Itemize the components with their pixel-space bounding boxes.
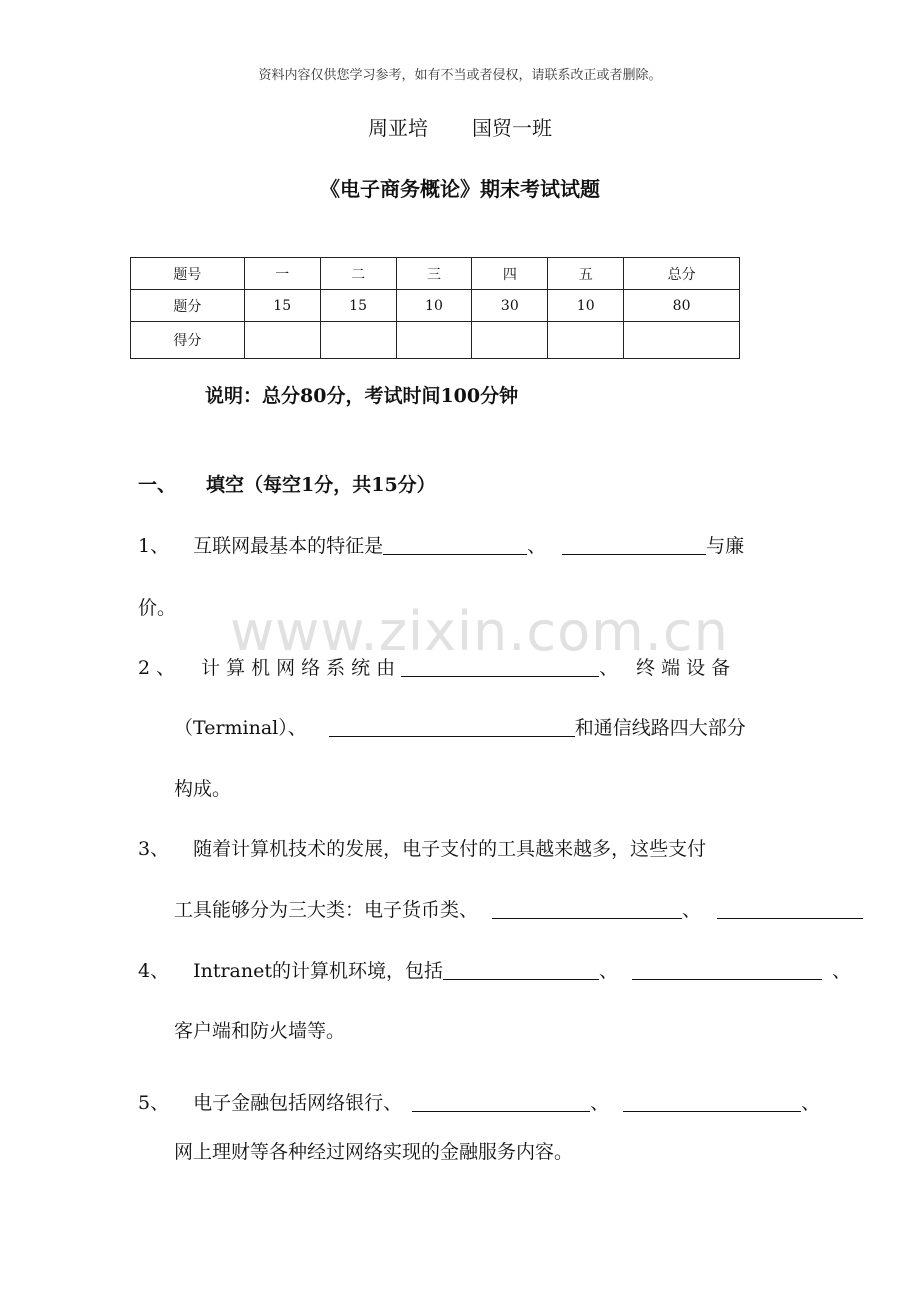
question-text: 、 终端设备 [599, 657, 737, 679]
answer-blank[interactable] [383, 534, 527, 555]
question-number: 2、 [138, 657, 182, 679]
question-2-line2 [174, 713, 746, 740]
score-header-row [131, 258, 740, 290]
question-1 [138, 531, 744, 558]
separator: 、 [527, 535, 547, 557]
table-cell: 一 [244, 258, 320, 290]
question-2 [138, 653, 736, 680]
watermark: www.zixin.com.cn [230, 600, 729, 663]
author-name: 周亚培 [368, 116, 428, 140]
answer-blank[interactable] [632, 959, 822, 980]
question-text: 工具能够分为三大类：电子货币类、 [174, 899, 479, 921]
score-input-cell[interactable] [320, 322, 396, 359]
question-text: （Terminal）、 [174, 717, 307, 739]
section-heading [138, 470, 436, 497]
section-title: 填空（每空1分，共15分） [206, 474, 436, 496]
question-5-cont: 网上理财等各种经过网络实现的金融服务内容。 [174, 1141, 574, 1163]
table-cell: 15 [244, 290, 320, 322]
question-4 [138, 956, 851, 983]
question-number: 5、 [138, 1092, 170, 1114]
question-text: Intranet的计算机环境，包括 [193, 960, 443, 982]
exam-instructions: 说明：总分80分，考试时间100分钟 [205, 385, 519, 407]
author-line [0, 112, 920, 141]
separator: 、 [599, 960, 619, 982]
score-input-cell[interactable] [548, 322, 624, 359]
separator: 、 [590, 1092, 610, 1114]
answer-blank[interactable] [443, 959, 599, 980]
answer-blank[interactable] [412, 1091, 590, 1112]
answer-blank[interactable] [623, 1091, 801, 1112]
table-cell: 总分 [624, 258, 740, 290]
score-input-cell[interactable] [244, 322, 320, 359]
table-cell: 五 [548, 258, 624, 290]
table-cell: 得分 [131, 322, 245, 359]
question-5 [138, 1088, 820, 1115]
question-number: 1、 [138, 535, 170, 557]
separator: 、 [801, 1092, 821, 1114]
question-1-cont: 价。 [138, 597, 177, 619]
table-cell: 80 [624, 290, 740, 322]
question-3 [138, 834, 706, 861]
question-text: 互联网最基本的特征是 [193, 535, 384, 557]
section-number: 一、 [138, 474, 177, 496]
copyright-notice: 资料内容仅供您学习参考，如有不当或者侵权，请联系改正或者删除。 [258, 68, 662, 83]
question-3-line2 [174, 895, 863, 922]
answer-blank[interactable] [717, 898, 863, 919]
score-earned-row [131, 322, 740, 359]
score-input-cell[interactable] [472, 322, 548, 359]
score-input-cell[interactable] [624, 322, 740, 359]
table-cell: 30 [472, 290, 548, 322]
question-number: 3、 [138, 838, 170, 860]
table-cell: 三 [396, 258, 472, 290]
score-table [130, 257, 740, 359]
question-2-cont: 构成。 [174, 778, 232, 800]
question-text: 和通信线路四大部分 [574, 717, 746, 739]
answer-blank[interactable] [401, 656, 599, 677]
question-text: 电子金融包括网络银行、 [193, 1092, 403, 1114]
table-cell: 题分 [131, 290, 245, 322]
question-number: 4、 [138, 960, 170, 982]
question-text: 计算机网络系统由 [201, 657, 402, 679]
table-cell: 10 [548, 290, 624, 322]
author-class: 国贸一班 [472, 116, 552, 140]
question-text: 与廉 [706, 535, 745, 557]
question-4-cont: 客户端和防火墙等。 [174, 1020, 346, 1042]
answer-blank[interactable] [329, 716, 575, 737]
score-points-row [131, 290, 740, 322]
exam-title: 《电子商务概论》期末考试试题 [320, 177, 600, 201]
table-cell: 10 [396, 290, 472, 322]
answer-blank[interactable] [492, 898, 682, 919]
table-cell: 二 [320, 258, 396, 290]
separator: 、 [682, 899, 702, 921]
table-cell: 四 [472, 258, 548, 290]
table-cell: 15 [320, 290, 396, 322]
table-cell: 题号 [131, 258, 245, 290]
separator: 、 [832, 960, 852, 982]
score-input-cell[interactable] [396, 322, 472, 359]
answer-blank[interactable] [562, 534, 706, 555]
question-text: 随着计算机技术的发展，电子支付的工具越来越多，这些支付 [193, 838, 707, 860]
